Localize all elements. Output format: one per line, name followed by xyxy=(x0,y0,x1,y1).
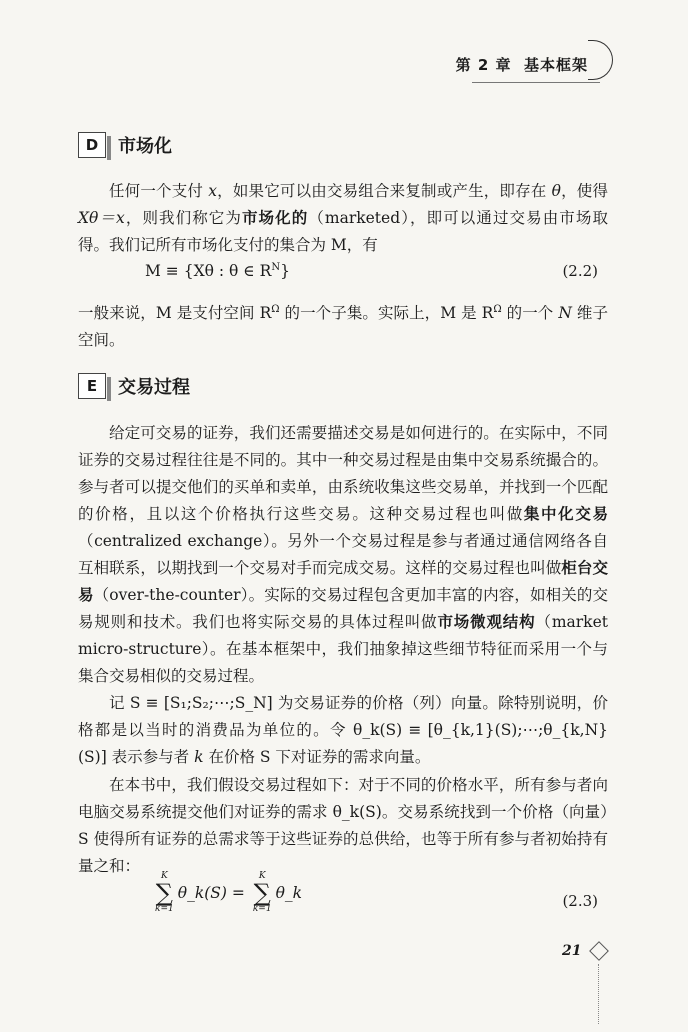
section-label-box: E xyxy=(78,373,106,399)
page-number: 21 xyxy=(562,943,582,959)
paragraph-trading-process: 给定可交易的证券，我们还需要描述交易是如何进行的。在实际中，不同证券的交易过程往往是不同的。其中一种交易过程是由集中交易系统撮合的。参与者可以提交他们的买单和卖单，由系统收集这些交易单，并找到一个匹配的价格，且以这个价格执行这些交易。这种交易过程也叫做集中化交易（centralized exchange）。另外一个交易过程是参与者通过通信网络各自互相联系，以期找到一个交易对手而完成交易。这样的交易过程也叫做柜台交易（over-the-counter）。实际的交易过程包含更加丰富的内容，如相关的交易规则和技术。我们也将实际交易的具体过程叫做市场微观结构（market micro-structure）。在基本框架中，我们抽象掉这些细节特征而采用一个与集合交易相似的交易过程。 xyxy=(78,424,608,685)
paragraph-marketed: 任何一个支付 x，如果它可以由交易组合来复制或产生，即存在 θ，使得Xθ＝x，则我们称它为市场化的（marketed），即可以通过交易由市场取得。我们记所有市场化支付的集合为 M，有 xyxy=(78,182,608,254)
section-title: 交易过程 xyxy=(118,377,190,398)
term-marketed: 市场化的 xyxy=(241,209,309,227)
equation-number: (2.2) xyxy=(562,262,598,280)
diamond-ornament-icon xyxy=(589,941,609,961)
term-over-the-counter: 柜台交易 xyxy=(78,559,608,604)
section-heading-e xyxy=(78,373,190,399)
paragraph-assumption: 在本书中，我们假设交易过程如下：对于不同的价格水平，所有参与者向电脑交易系统提交他们对证券的需求 θ_k(S)。交易系统找到一个价格（向量）S 使得所有证券的总需求等于这些证券的总供给，也等于所有参与者初始持有量之和： xyxy=(78,776,608,875)
section-label-box: D xyxy=(78,132,106,158)
section-title: 市场化 xyxy=(118,136,172,157)
paragraph-subspace: 一般来说，M 是支付空间 $R^\Omega$ 的一个子集。实际上，M 是 $R^\Omega$ 的一个 N 维子空间。 xyxy=(78,304,609,350)
equation-number: (2.3) xyxy=(562,892,598,910)
header-arc-decoration xyxy=(588,40,613,80)
term-market-microstructure: 市场微观结构 xyxy=(437,613,536,631)
term-centralized-exchange: 集中化交易 xyxy=(523,505,608,523)
chapter-title: 基本框架 xyxy=(523,56,588,74)
section-heading-d xyxy=(78,132,172,158)
equation-2-3: K ∑ k=1 θ_k(S) = K ∑ k=1 θ_k xyxy=(155,871,303,914)
paragraph-price-vector: 记 S ≡ [S₁;S₂;⋯;S_N] 为交易证券的价格（列）向量。除特别说明，价格都是以当时的消费品为单位的。令 θ_k(S) ≡ [θ_{k,1}(S);⋯;θ_{k,N}(S)] 表示参与者 k 在价格 S 下对证券的需求向量。 xyxy=(78,694,608,766)
summation-symbol: K ∑ k=1 xyxy=(252,871,272,914)
summation-symbol: K ∑ k=1 xyxy=(155,871,174,914)
chapter-number: 第 2 章 xyxy=(455,56,512,74)
equation-2-2: M ≡ {Xθ : θ ∈ $R^N$} xyxy=(145,262,290,281)
running-header xyxy=(456,54,588,75)
dotted-rule xyxy=(598,964,599,1024)
header-rule xyxy=(472,82,600,83)
